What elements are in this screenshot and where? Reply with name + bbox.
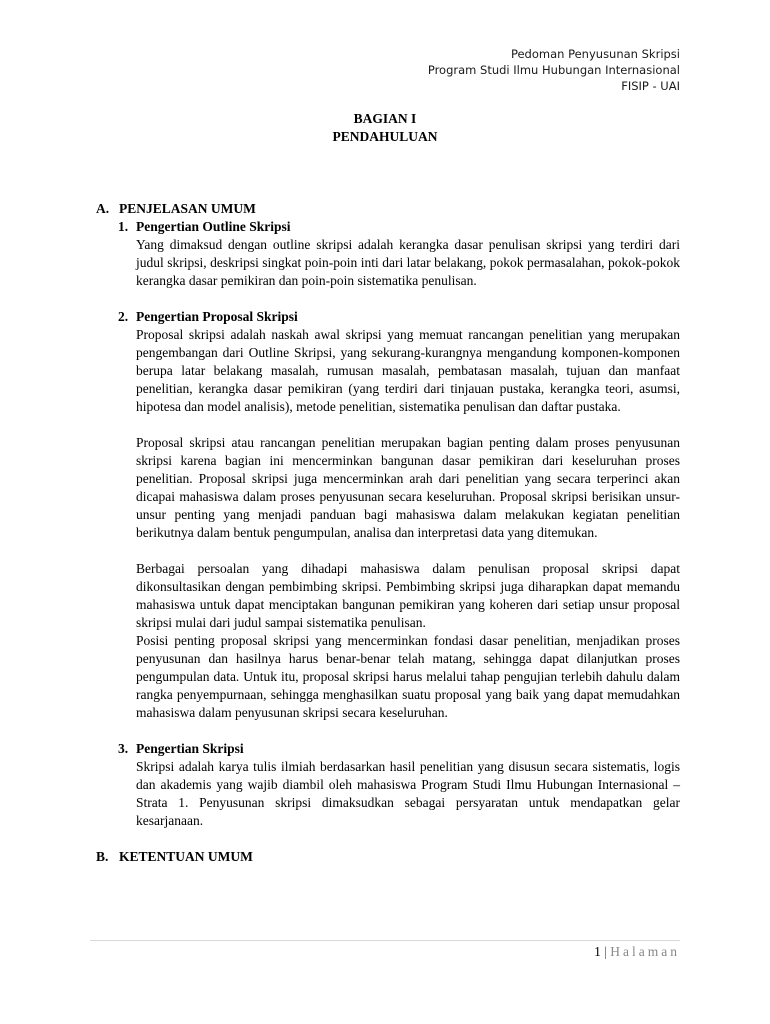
section-a-heading [96,200,680,218]
paragraph: Proposal skripsi adalah naskah awal skripsi yang memuat rancangan penelitian yang merupakan pengembangan dari Outline Skripsi, yang sekurang-kurangnya mengandung komponen-komponen berupa latar belakang masalah, rumusan masalah, pembatasan masalah, tujuan dan manfaat penelitian, kerangka dasar pemikiran (yang terdiri dari tinjauan pustaka, kerangka teori, asumsi, hipotesa dan model analisis), metode penelitian, sistematika penulisan dan daftar pustaka. [136,327,680,414]
subsection-3-title: Pengertian Skripsi [136,741,244,756]
page-word: Halaman [610,944,680,959]
subsection-3-heading [118,740,680,758]
subsection-2 [118,308,680,722]
document-body [96,200,680,866]
subsection-1-number: 1. [118,219,129,234]
subsection-2-title: Pengertian Proposal Skripsi [136,309,298,324]
page-number-separator: | [604,944,607,959]
section-a-title: PENJELASAN UMUM [119,201,256,216]
footer-divider [90,940,680,941]
section-b-heading [96,848,680,866]
header-line-2: Program Studi Ilmu Hubungan Internasional [427,63,680,77]
header-line-1: Pedoman Penyusunan Skripsi [510,47,680,61]
section-a-number: A. [96,201,110,216]
subsection-3-number: 3. [118,741,129,756]
part-label: BAGIAN I [353,111,417,126]
section-b-title: KETENTUAN UMUM [119,849,253,864]
subsection-1 [118,218,680,290]
header-line-3: FISIP - UAI [621,79,680,93]
paragraph: Berbagai persoalan yang dihadapi mahasiswa dalam penulisan proposal skripsi dapat dikonsultasikan dengan pembimbing skripsi. Pembimbing skripsi juga diharapkan dapat memandu mahasiswa untuk dapat menciptakan bangunan pemikiran yang koheren dari setiap unsur proposal skripsi mulai dari judul sampai sistematika penulisan. [136,561,680,630]
chapter-title [0,110,770,146]
subsection-2-heading [118,308,680,326]
page-number-value: 1 [594,944,601,959]
subsection-1-heading [118,218,680,236]
running-header [280,46,680,94]
paragraph: Yang dimaksud dengan outline skripsi adalah kerangka dasar penulisan skripsi yang terdiri dari judul skripsi, deskripsi singkat poin-poin inti dari latar belakang, pokok permasalahan, pokok-pokok kerangka dasar pemikiran dan poin-poin sistematika penulisan. [136,237,680,288]
page-number [594,943,680,961]
subsection-3 [118,740,680,830]
subsection-2-number: 2. [118,309,129,324]
chapter-heading: PENDAHULUAN [332,129,438,144]
paragraph: Skripsi adalah karya tulis ilmiah berdasarkan hasil penelitian yang disusun secara sistematis, logis dan akademis yang wajib diambil oleh mahasiswa Program Studi Ilmu Hubungan Internasional – Strata 1. Penyusunan skripsi dimaksudkan sebagai persyaratan untuk mendapatkan gelar kesarjanaan. [136,759,680,828]
paragraph: Posisi penting proposal skripsi yang mencerminkan fondasi dasar penelitian, menjadikan proses penyusunan dan hasilnya harus benar-benar telah matang, sehingga dapat dilanjutkan proses pengumpulan data. Untuk itu, proposal skripsi harus melalui tahap pengujian terlebih dahulu dalam rangka penyempurnaan, sehingga menghasilkan suatu proposal yang baik yang dapat memudahkan mahasiswa dalam penyusunan skripsi secara keseluruhan. [136,633,680,720]
subsection-1-title: Pengertian Outline Skripsi [136,219,291,234]
paragraph: Proposal skripsi atau rancangan penelitian merupakan bagian penting dalam proses penyusunan skripsi karena bagian ini mencerminkan bangunan dasar pemikiran dari keseluruhan proses penelitian. Proposal skripsi juga mencerminkan arah dari penelitian yang secara terperinci akan dicapai mahasiswa dalam proses penyusunan secara keseluruhan. Proposal skripsi berisikan unsur-unsur penting yang menjadi panduan bagi mahasiswa dalam melakukan kegiatan penelitian berikutnya dalam bentuk pengumpulan, analisa dan interpretasi data yang ditemukan. [136,435,680,540]
section-b-number: B. [96,849,109,864]
